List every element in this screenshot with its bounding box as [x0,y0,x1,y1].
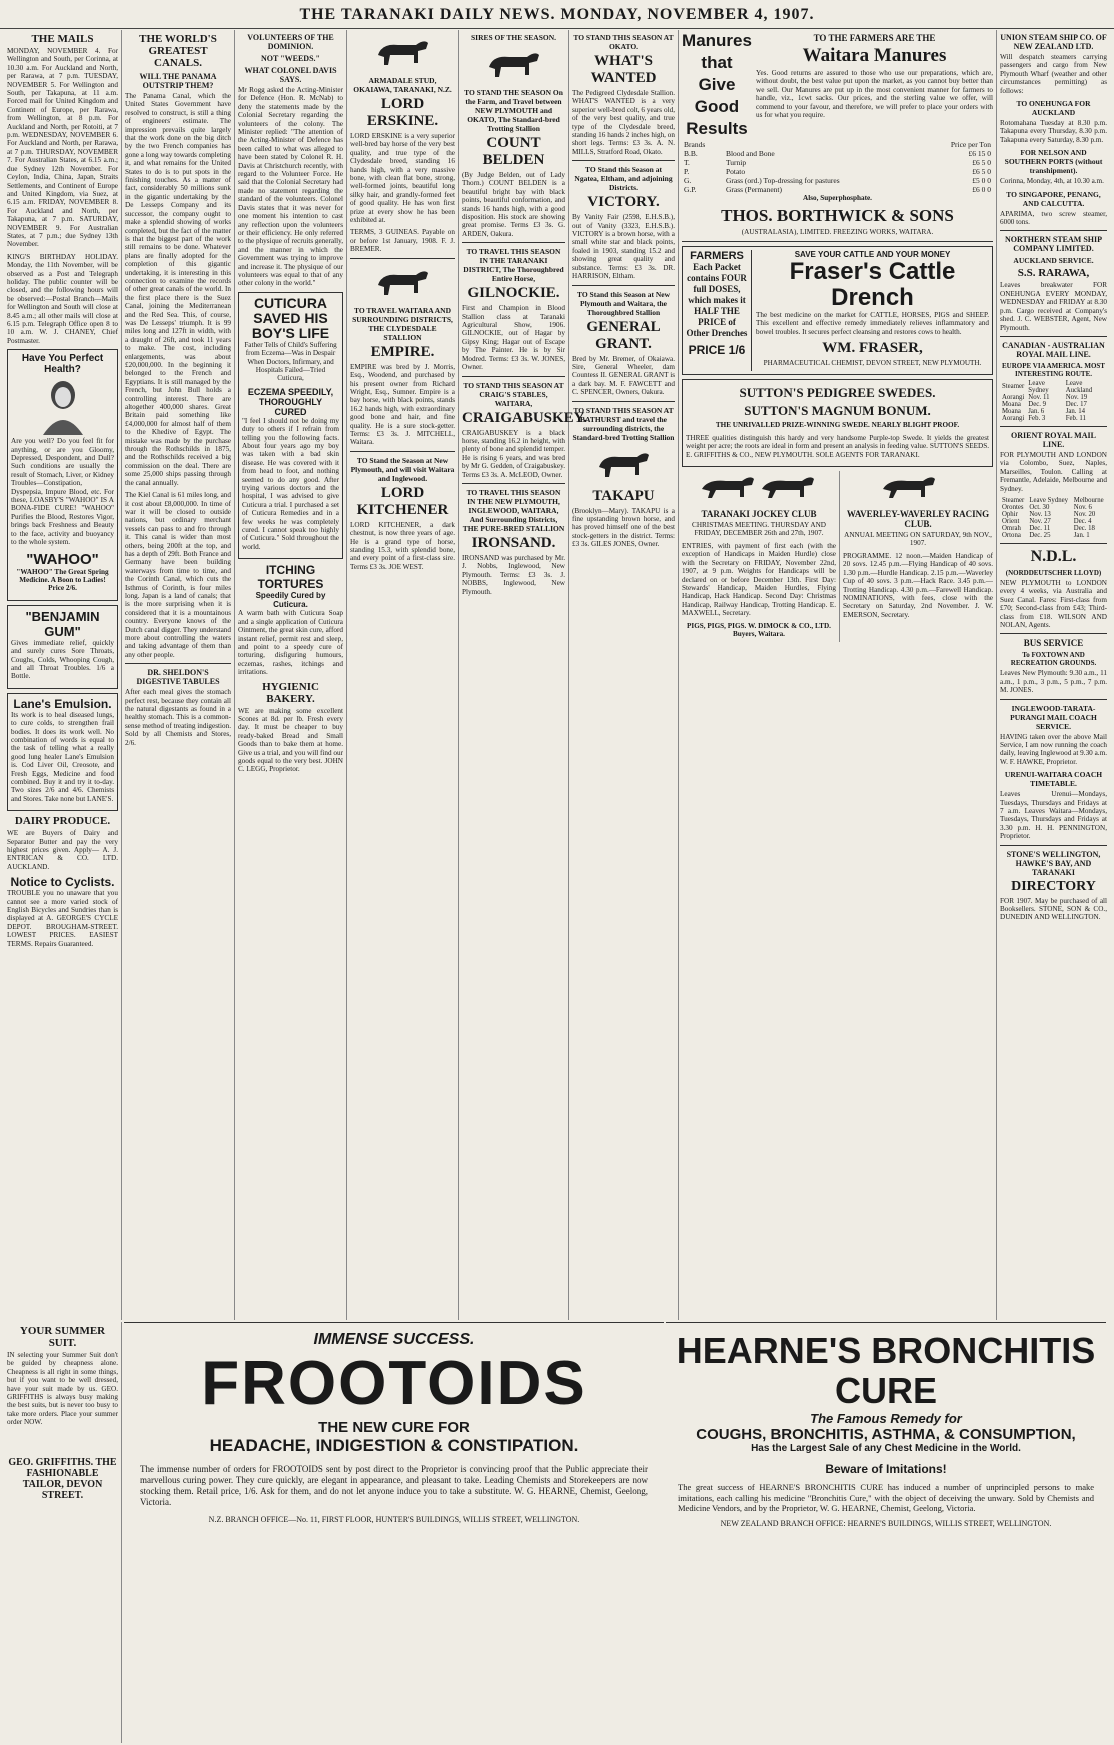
column-3 [235,30,347,1320]
craig-heading: TO STAND THIS SEASON AT CRAIG'S STABLES, WAITARA, [463,380,564,408]
summer-heading: YOUR SUMMER SUIT. [19,1325,106,1349]
waverley-sub: ANNUAL MEETING ON SATURDAY, 9th NOV., 1907. [844,531,992,548]
bronchitis-ad [666,1322,1106,1744]
table-cell: Nov. 20 [1073,510,1096,518]
table-cell: Ortona [1002,531,1021,539]
frootoids-text: The immense number of orders for FROOTOIDS sent by post direct to the Proprietor is convincing proof that the Public appreciate their marvellous curing power. They cure quickly, are elegant in appearance, and pleasant to take. Leading Chemists and Storekeepers are now stocking them. Retail price, 1/6. Ask for them, and do not let anyone induce you to take a substitute. W. G. HEARNE, Chemist, Geelong, Victoria. [140,1464,648,1507]
table-cell: Melbourne [1073,496,1104,504]
masthead: THE TARANAKI DAILY NEWS. MONDAY, NOVEMBER 4, 1907. [0,6,1114,29]
fraser-name: WM. FRASER, [822,340,923,357]
table-row [1000,380,1107,394]
table-cell: £6 0 0 [972,185,991,194]
bakery-text: WE are making some excellent Scones at 8d. per lb. Fresh every day. It must be cheaper to buy ready-baked Bread and Small Goods than to bake them at home. Give us a trial, and you will find our goods equal to the very best. JOHN C. LEGG, Proprietor. [238,706,343,774]
jockey-heading: TARANAKI JOCKEY CLUB [701,509,817,520]
stones-heading: STONE'S WELLINGTON, HAWKE'S BAY, AND TARANAKI [1006,849,1101,877]
victory-heading: TO Stand this Season at Ngatea, Eltham, and adjoining Districts. [574,165,673,193]
table-cell: £6 5 0 [972,167,991,176]
erskine-terms: TERMS, 3 GUINEAS. Payable on or before 1st January, 1908. F. J. BREMER. [350,228,455,254]
table-cell: Dec. 25 [1029,531,1051,539]
table-cell: G. [684,176,692,185]
borthwick-title: THOS. BORTHWICK & SONS [721,206,954,226]
manures-word: that [701,53,733,72]
frootoids-ad [124,1322,664,1744]
kitchener-text: LORD KITCHENER, a dark chestnut, is now three years of age. He is a grand type of horse, standing 15.3, with splendid bone, and every point of a first-class sire. Terms £3 3s. JOE WEST. [350,520,455,571]
whats-title: WHAT'S WANTED [590,53,657,86]
table-cell: Dec. 17 [1065,400,1087,408]
table-cell: Orontes [1002,503,1024,511]
orient-text: FOR PLYMOUTH AND LONDON via Colombo, Suez, Naples, Marseilles, Toulon. Calling at Fremantle, Adelaide, Melbourne and Sydney. [1000,450,1107,493]
canadian-table [1000,380,1107,422]
table-cell: Nov. 6 [1073,503,1092,511]
griffiths-name: GEO. GRIFFITHS. THE FASHIONABLE TAILOR, DEVON STREET. [8,1456,117,1501]
canals-heading: THE WORLD'S GREATEST CANALS. [139,33,217,69]
canals-text: The Panama Canal, which the United States Government have resolved to construct, is still a thing of engineers' estimate. The impression prevails quite largely that the work done on the big ditch by the two French companies has gone a long way towards completing it, and what remains for the United States to do is to put spots in the finishing touches. As a matter of fact, considerably 50 millions sunk in the gigantic undertaking by the De Lesseps Company and its successor, the company ought to make a splendid showing of works completed, but the fact of the matter is that the biggest part of the work still remains to be done. Whatever plans are finally adopted for the completion of this gigantic undertaking, it is interesting in this connection to examine the records of other great canals of the world. In the first place there is the Suez Canal, joining the Mediterranean and the Red Sea. This, of course, was De Lesseps' triumph. It is 99 miles long and 127ft in width, with a draught of 26ft, and took 11 years to make. The cost, including enlargements, was about £20,000,000. In the beginning it belonged to the French and Egyptians. It is still managed by the French, but John Bull holds a controlling interest. There are altogether 400,000 shares. Great Britain paid something like £4,000,000 for almost half of them to the Khedive of Egypt. The mistake was made by the purchase through the Rothschilds in 1875, and the Rothschilds received a big commission on the deal. There are some 25,000 ships passing through the canal annually. [125,92,231,487]
table-row [1000,518,1107,525]
manures-ad [682,30,993,140]
divider [1000,845,1107,846]
table-row [1000,525,1107,532]
victory-text: By Vanity Fair (2598, E.H.S.B.), out of Vanity (3323, E.H.S.B.). VICTORY is a brown horse, with a small white star and black points, foaled in 1903, standing 15.2 and showing great quality and substance. Terms: £3 3s. DR. HARRISON, Eltham. [572,213,675,281]
divider [572,401,675,402]
suttons-text: THREE qualities distinguish this hardy and very handsome Purple-top Swede. It yields the greatest weight per acre; the roots are ideal in form and present an analysis in feeding value. SUTTON'S SEEDS. E. GRIFFITHS & CO., NEW PLYMOUTH. SOLE AGENTS FOR TARANAKI. [686,433,989,459]
onehunga-text: Rotomahana Tuesday at 8.30 p.m. Takapuna every Thursday, 8.30 p.m. Takapuna every Saturday, 8.30 p.m. [1000,119,1107,144]
stones-text: FOR 1907. May be purchased of all Booksellers. STONE, SON & CO., DUNEDIN AND WELLINGTON. [1000,896,1107,922]
grant-title: GENERAL GRANT. [586,318,661,352]
table-cell: G.P. [684,185,697,194]
divider [572,285,675,286]
jockey-sub: CHRISTMAS MEETING. THURSDAY AND FRIDAY, DECEMBER 26th and 27th, 1907. [692,521,826,538]
table-cell: Leave Auckland [1065,379,1093,394]
table-row [682,158,993,167]
manures-word: Results [686,119,748,138]
column-4 [347,30,459,1320]
divider [1000,336,1107,337]
suttons-ad [682,379,993,467]
rarawa-text: Leaves breakwater FOR ONEHUNGA EVERY MONDAY, WEDNESDAY and FRIDAY at 8.30 p.m. Cargo received at Company's shed. J. C. WEBSTER, Agent, New Plymouth. [1000,281,1107,332]
coach-text: Leaves Urenui—Mondays, Tuesdays, Thursdays and Fridays at 7 a.m. Leaves Waitara—Mondays, Tuesdays, Thursdays and Fridays at 3.30 p.m. H. H. PENNINGTON, Proprietor. [1000,790,1107,841]
cuticura-sub: Father Tells of Child's Suffering from Eczema—Was in Despair When Doctors, Infirmary, and Hospitals Failed—Tried Cuticura, [244,340,337,383]
rarawa-title: S.S. RARAWA, [1017,267,1090,280]
belden-title: COUNT BELDEN [482,135,545,168]
bronchitis-subtitle: The Famous Remedy for [810,1411,962,1426]
canadian-heading: CANADIAN - AUSTRALIAN ROYAL MAIL LINE. [1002,340,1105,359]
takapu-heading: TO STAND THIS SEASON AT BATHURST and travel the surrounding districts, the Standard-bred Trotting Stallion [572,405,675,442]
bronchitis-subtitle2: COUGHS, BRONCHITIS, ASTHMA, & CONSUMPTION, [696,1426,1076,1443]
ironsand-heading: TO TRAVEL THIS SEASON IN THE NEW PLYMOUTH, INGLEWOOD, WAITARA, And Surrounding Districts, THE PURE-BRED STALLION [462,487,565,533]
horse-illustration [368,263,438,303]
divider [572,160,675,161]
itching-text: A warm bath with Cuticura Soap and a single application of Cuticura Ointment, the great skin cure, afford instant relief, permit rest and sleep, and point to a speedy cure of torturing, disfiguring humours, eczemas, rashes, itchings and irritations. [238,609,343,677]
frasers-farmers: FARMERS [690,249,744,262]
bronchitis-office: NEW ZEALAND BRANCH OFFICE: HEARNE'S BUILDINGS, WILLIS STREET, WELLINGTON. [720,1518,1052,1528]
bronchitis-title: HEARNE'S BRONCHITIS CURE [676,1330,1096,1411]
wellington-heading: FOR NELSON AND SOUTHERN PORTS (without transhipment). [1004,148,1103,176]
lanes-title: Lane's Emulsion. [13,696,112,711]
table-row [682,185,993,194]
frootoids-subtitle2: HEADACHE, INDIGESTION & CONSTIPATION. [209,1436,579,1455]
table-cell: Nov. 11 [1028,393,1050,401]
cuticura-ad [238,292,343,560]
ironsand-text: IRONSAND was purchased by Mr. J. Nobbs, Inglewood, New Plymouth. Terms: £3 3s. J. NOBBS, Inglewood, New Plymouth. [462,553,565,596]
sires-heading: SIRES OF THE SEASON. [470,33,557,42]
frootoids-subtitle: THE NEW CURE FOR [318,1419,470,1436]
divider [462,242,565,243]
union-text: Will despatch steamers carrying passengers and cargo from New Plymouth Wharf (weather and other circumstances permitting) as follows: [1000,53,1107,95]
table-cell: Leave Sydney [1029,496,1069,504]
stones-title: DIRECTORY [1011,878,1096,894]
lanes-emulsion-ad [7,693,118,811]
divider [462,483,565,484]
singapore-text: APARIMA, two screw steamer, 6000 tons. [1000,209,1107,227]
table-cell: Leave Sydney [1028,379,1049,394]
bakery-title: HYGIENIC BAKERY. [262,680,319,705]
suttons-heading: SUTTON'S PEDIGREE SWEDES. [739,385,936,401]
ndl-title: N.D.L. [1030,547,1077,565]
column-6 [569,30,679,1320]
erskine-title: LORD ERSKINE. [366,96,439,129]
empire-heading: TO TRAVEL WAITARA AND SURROUNDING DISTRICTS, THE CLYDESDALE STALLION [352,305,453,342]
craig-text: CRAIGABUSKEY is a black horse, standing 16.2 in height, with plenty of bone and splendid temper. He is rising 6 years, and was bred by Mr G. Gedden, of Craigabuskey. Terms £3 3s. A. McLEOD, Owner. [462,428,565,479]
volunteers-text: Mr Rogg asked the Acting-Minister for Defence (Hon. R. McNab) to deny the statements made by the Colonial Secretary regarding the volunteers of the colony. The Minister replied: "The attention of the Acting-Minister of Defence has been called to what was alleged to have been stated by Colonel R. H. Davis at Christchurch recently, with regard to the Volunteer Force. He said that the Colonial Secretary had made no statement regarding the standard of the volunteers. Colonel Davis states that it was never for one moment his intention to cast any reflection upon the volunteers or their efficiency. He only referred to the physique of recruits generally, and the manner in which the Government was trying to improve and increase it. The physique of our volunteers was equal to that of any other colony in the world." [238,86,343,288]
table-cell: B.B. [684,149,698,158]
volunteers-sub2: WHAT COLONEL DAVIS SAYS. [244,66,337,84]
inglewood-heading: INGLEWOOD-TARATA-PURANGI MAIL COACH SERVICE. [1010,703,1097,731]
table-header: Brands [684,140,706,149]
belden-text: (By Judge Belden, out of Lady Thorn.) COUNT BELDEN is a beautiful bright bay with black points, beautiful conformation, and stands 16 hands high, with a good disposition. His stock are showing great promise. Terms £3 3s. G. ARDEN, Oakura. [462,171,565,238]
racing-area [682,471,993,642]
racehorse-illustration [682,471,832,501]
itching-sub: Speedily Cured by Cuticura. [255,591,326,610]
divider [1000,426,1107,427]
table-cell: Jan. 14 [1065,407,1086,415]
orient-table [1000,497,1107,539]
table-cell: Jan. 6 [1028,407,1045,415]
table-row [1000,532,1107,539]
table-cell: Aorangi [1002,414,1025,422]
table-cell: T. [684,158,690,167]
volunteers-sub: NOT "WEEDS." [261,54,320,63]
summer-text: IN selecting your Summer Suit don't be guided by cheapness alone. Cheapness is all right in some things, but if you want to be well dressed, have your suit made by us. GEO. GRIFFITHS is always busy making the best suits, but is never too busy to take more orders. Place your summer order NOW. [7,1351,118,1427]
cyclists-title: Notice to Cyclists. [10,875,115,890]
table-cell: Grass (Permanent) [725,185,782,194]
kitchener-heading: TO Stand the Season at New Plymouth, and will visit Waitara and Inglewood. [350,455,455,483]
table-row [682,167,993,176]
inglewood-text: HAVING taken over the above Mail Service, I am now running the coach daily, leaving Inglewood at 9.30 a.m. W. F. HAWKE, Proprietor. [1000,732,1107,766]
column-8 [840,471,993,642]
whats-text: The Pedigreed Clydesdale Stallion. WHAT'S WANTED is a very superior well-bred colt, 6 years old, of the very best quality, and true type of the Clydesdale breed, standing 16 hands 2 inches high, on short legs. Terms: £3 3s. A. N. MILLS, Stratford Road, Okato. [572,89,675,156]
manures-words [682,30,752,140]
table-cell: Nov. 27 [1029,517,1051,525]
divider [350,451,455,452]
frasers-left: Each Packet contains FOUR full DOSES, which makes it HALF THE PRICE of Other Drenches [686,261,748,338]
bus-heading: BUS SERVICE [1023,638,1084,649]
frootoids-office: N.Z. BRANCH OFFICE—No. 11, FIRST FLOOR, HUNTER'S BUILDINGS, WILLIS STREET, WELLINGTON. [208,1515,580,1524]
sheldon-text: After each meal gives the stomach perfect rest, because they contain all the natural digestants as found in a healthy stomach. This is a common-sense method of treating indigestion. Sold by all Chemists and Stores, 2/6. [125,688,231,747]
waverley-text: PROGRAMME. 12 noon.—Maiden Handicap of 20 sovs. 12.45 p.m.—Flying Handicap of 40 sovs. 1.30 p.m.—Hurdle Handicap. 2.15 p.m.—Waverley Cup of 40 sovs. 3 p.m.—Hack Race. 3.45 p.m.—Trotting Handicap. 4.30 p.m.—Farewell Handicap. NOMINATIONS, with fees, close with the Secretary on Saturday, 2nd November. J. W. EMERSON, Secretary. [843,551,993,619]
racehorse-illustration [843,471,993,501]
cyclists-text: TROUBLE you no unaware that you cannot see a more varied stock of English Bicycles and Sundries than is displayed at A. GEORGE'S CYCLE DEPOT. BROUGHAM-STREET. LOWEST PRICES. EASIEST TERMS. Repairs Guaranteed. [7,889,118,948]
table-cell: Oct. 30 [1029,503,1050,511]
table-cell: Ophir [1002,510,1018,518]
kitchener-title: LORD KITCHENER [356,484,449,518]
lanes-text: Its work is to heal diseased lungs, to cure colds, to strengthen frail bodies. It does its work well. No combination of words is equal to the task of telling what a really good lung healer Lane's Emulsion is. Cod Liver Oil, Creosote, and Fresh Eggs, Medicine and food combined. Buy it and try it to-day. Two sizes 2/6 and 4/6. Chemists and Stores. Take none but LANE'S. [11,710,114,803]
takapu-title: TAKAPU [592,487,655,504]
table-header: Price per Ton [950,140,991,149]
divider [1000,699,1107,700]
table-row [1000,415,1107,422]
union-heading: UNION STEAM SHIP CO. OF NEW ZEALAND LTD. [1000,33,1107,51]
frasers-save: SAVE YOUR CATTLE AND YOUR MONEY [794,249,951,259]
table-cell: Aorangi [1002,393,1025,401]
table-row [1000,511,1107,518]
frasers-drench-ad [682,246,993,376]
table-cell: Potato [725,167,746,176]
waverley-heading: WAVERLEY-WAVERLEY RACING CLUB. [846,509,990,530]
benjamin-title: "BENJAMIN GUM" [25,608,100,639]
canals-sub: WILL THE PANAMA OUTSTRIP THEM? [139,72,217,90]
borthwick-sub: (AUSTRALASIA), LIMITED. FREEZING WORKS, WAITARA. [741,228,934,237]
table-cell: Moana [1002,407,1021,415]
dairy-heading: DAIRY PRODUCE. [14,815,111,828]
volunteers-heading: VOLUNTEERS OF THE DOMINION. [247,33,334,51]
table-cell: Blood and Bone [725,149,775,158]
table-cell: Orient [1002,517,1020,525]
table-row [682,149,993,158]
columns [4,30,1110,1743]
waitara-manures-title: Waitara Manures [802,45,947,66]
ndl-sub: (NORDDEUTSCHER LLOYD) [1005,568,1102,577]
divider [125,663,231,664]
onehunga-heading: TO ONEHUNGA FOR AUCKLAND [1016,99,1091,118]
divider [350,258,455,259]
whats-heading: TO STAND THIS SEASON AT OKATO. [573,33,674,51]
table-cell: Dec. 11 [1029,524,1051,532]
brands-table [682,140,993,194]
frasers-text: The best medicine on the market for CATTLE, HORSES, PIGS and SHEEP. This excellent and effective remedy immediately relieves inflammatory and bowel troubles. It secures perfect cleansing and restores cows to health. [756,310,989,336]
divider [1000,633,1107,634]
divider [1000,543,1107,544]
column-2 [122,30,235,1320]
bronchitis-beware: Beware of Imitations! [825,1462,947,1476]
farmers-heading: TO THE FARMERS ARE THE [813,33,936,43]
wahoo-sub: "WAHOO" The Great Spring Medicine. A Boon to Ladies! Price 2/6. [16,567,109,593]
cuticura-sub2: ECZEMA SPEEDILY, THOROUGHLY CURED [247,386,334,417]
armadale-heading: ARMADALE STUD, OKAIAWA, TARANAKI, N.Z. [353,76,452,94]
pigs-notice: PIGS, PIGS, PIGS. W. DIMOCK & CO., LTD. Buyers, Waitara. [687,621,831,638]
table-cell: £6 15 0 [968,149,991,158]
table-cell: Dec. 9 [1028,400,1047,408]
table-cell: Feb. 3 [1028,414,1046,422]
table-header-row [682,140,993,149]
bus-text: Leaves New Plymouth: 9.30 a.m., 11 a.m., 1 p.m., 3 p.m., 5 p.m., 7 p.m. M. JONES. [1000,669,1107,695]
horse-illustration [479,45,549,85]
cuticura-text: "I feel I should not be doing my duty to others if I refrain from telling you the following facts. About four years ago my boy was taken with a bad skin disease. He was covered with it from head to foot, and nothing seemed to do any good. After trying various doctors and the hospital, I was advised to give Cuticura a trial. I purchased a set of Cuticura Remedies and in a few weeks he was completely cured. I cannot speak too highly of Cuticura." Sold throughout the world. [242,416,339,551]
table-cell: Nov. 19 [1065,393,1088,401]
singapore-heading: TO SINGAPORE, PENANG, AND CALCUTTA. [1006,189,1101,208]
frasers-price: PRICE 1/6 [688,342,746,357]
table-cell: Jan. 1 [1073,531,1090,539]
table-row [1000,408,1107,415]
orient-heading: ORIENT ROYAL MAIL LINE. [1011,430,1096,449]
table-row [1000,504,1107,511]
jockey-text: ENTRIES, with payment of first each (with the exception of Handicaps in Maiden Hurdle) close with the Secretary on FRIDAY, November 22nd, 1907, at 9 p.m. Weights for Handicaps will be declared on or before December 13th. First Day: Stewards' Handicap, Maiden Hurdles, Flying Handicap, Hack Handicap. Second Day: Christmas Handicap, Railway Handicap, Trotting Handicap. E. MAXWELL, Secretary. [682,541,836,618]
column-1 [4,30,122,1320]
kiel-text: The Kiel Canal is 61 miles long, and it cost about £8,000,000. In time of war it will be closed to outside nations, but ordinary merchant vessels can pass to and fro through it. This canal is wider than most others, being 200ft at the top, and has a depth of 29ft. Both France and Germany have been building waterways from time to time, and the Corinth Canal, which cuts the Isthmus of Corinth, is four miles long. Japan is a land of canals; that is the more surprising when it is considered that it is a mountainous country. Everyone knows of the Dutch canal digger. They understand more about controlling the waters and taking advantage of them than any other people. [125,491,231,659]
empire-title: EMPIRE. [370,343,435,360]
table-cell: Dec. 4 [1073,517,1092,525]
horse-illustration [368,33,438,73]
gilnockie-text: First and Champion in Blood Stallion class at Taranaki Agricultural Show, 1906. GILNOCKIE, out of Hagar by Gipsy King; Hagar out of Escape by The Painter. He is by Sir Modred. Terms: £3 3s. W. JONES, Owner. [462,304,565,372]
table-cell: Dec. 18 [1073,524,1095,532]
bronchitis-subtitle3: Has the Largest Sale of any Chest Medicine in the World. [751,1443,1021,1454]
benjamin-gum-ad [7,605,118,689]
table-cell: £5 0 0 [972,176,991,185]
manures-text: Yes. Good returns are assured to those who use our preparations, which are, without doubt, the best value put upon the market, as you cannot buy better than we sell. Our Manures are put up in the most convenient manner for farmers to handle, viz., 1cwt sacks. Our prices, and the sterling value we offer, will commend to your favour, and therefore, we will prefer to place your orders with us for what you require. [756,69,993,120]
wahoo-title: "WAHOO" [26,550,99,568]
wahoo-ad [7,349,118,601]
empire-text: EMPIRE was bred by J. Morris, Esq., Woodend, and purchased by his present owner from Richard Wright, Esq., Sumner. Empire is a bay horse, with black points, stands 16.2 hands high, with extraordinary good bone and hair, and fine quality. He is a sure stock-getter. Terms: £3 3s. J. MITCHELL, Waitara. [350,362,455,447]
table-cell: P. [684,167,690,176]
manures-word: Give [698,75,736,94]
bus-sub: To FOXTOWN AND RECREATION GROUNDS. [1010,651,1097,668]
coach-heading: URENUI-WAITARA COACH TIMETABLE. [1004,770,1103,789]
fraser-sub: PHARMACEUTICAL CHEMIST, DEVON STREET, NEW PLYMOUTH. [763,359,982,368]
table-cell: Steamer [1002,496,1025,504]
suttons-sub: THE UNRIVALLED PRIZE-WINNING SWEDE. NEARLY BLIGHT PROOF. [715,421,960,430]
northern-heading: NORTHERN STEAM SHIP COMPANY LIMITED. [1004,235,1103,254]
grant-text: Bred by Mr. Bremer, of Okaiawa. Sire, General Wheeler, dam Countess II. GENERAL GRANT is a dark bay. M. F. FAWCETT and C. SPENCER, Owners, Oakura. [572,354,675,397]
tailor-ad [4,1322,122,1743]
canadian-sub: EUROPE VIA AMERICA. MOST INTERESTING ROUTE. [1002,361,1105,378]
mails-text: MONDAY, NOVEMBER 4. For Wellington and South, per Corinna, at 10.30 a.m. For Auckland and North, per Rarawa, at 7 p.m. TUESDAY, NOVEMBER 5. For Wellington and South, per Takapuna, at 11 a.m. Forced mail for United Kingdom and Continent of Europe, per Rarawa, from Wellington, at 8 p.m. For Auckland and North, per Rotoiti, at 7 p.m. WEDNESDAY, NOVEMBER 6. For Auckland and North, per Rarawa, at 7 p.m. THURSDAY, NOVEMBER 7. For Australian States, at 6.15 a.m.; due Sydney 12th November. For Ceylon, India, China, Japan, Straits Settlements, and Continent of Europe and United Kingdom, via Suez, at 6.15 a.m. FRIDAY, NOVEMBER 8. For Auckland and North, per Takapuna, at 7 p.m. SATURDAY, NOVEMBER 9. For Australian States, at 7 p.m.; due Sydney 13th November. [7,47,118,249]
woman-portrait-illustration [13,377,113,435]
table-row [682,176,993,185]
itching-title: ITCHING TORTURES [257,563,324,592]
table-cell: Omrah [1002,524,1021,532]
takapu-text: (Brooklyn—Mary). TAKAPU is a fine upstanding brown horse, and has proved himself one of the best stock-getters in the district. Terms: £3 3s. GILES JONES, Owner. [572,506,675,549]
table-row [1000,394,1107,401]
mails-heading: THE MAILS [31,33,94,45]
table-cell: Nov. 13 [1029,510,1051,518]
northern-sub: AUCKLAND SERVICE. [1013,256,1094,266]
divider [462,376,565,377]
brands-also: Also, Superphosphate. [803,194,872,202]
wellington-text: Corinna, Monday, 4th, at 10.30 a.m. [1000,177,1104,186]
sheldon-heading: DR. SHELDON'S DIGESTIVE TABULES [136,668,220,687]
table-cell: £6 5 0 [972,158,991,167]
gilnockie-heading: TO TRAVEL THIS SEASON IN THE TARANAKI DISTRICT, The Thoroughbred Entire Horse, [463,247,564,284]
manures-word: Manures [682,31,752,50]
suttons-title: SUTTON'S MAGNUM BONUM. [744,403,931,419]
table-cell: Turnip [725,158,747,167]
column-7 [679,30,997,1320]
health-heading: Have You Perfect Health? [21,353,104,376]
table-row [1000,401,1107,408]
erskine-text: LORD ERSKINE is a very superior well-bred bay horse of the very best quality, and true type of the Clydesdale breed, standing 16 hands high, with a very massive bone, with clean flat bone, strong, well-formed joints, beautiful long silky hair, and grandly-formed feet of good quality. He has won first prize at every show he has been exhibited at. [350,132,455,225]
wahoo-text: Are you well? Do you feel fit for anything, or are you Gloomy, Depressed, Despondent, and Dull? Such conditions are usually the result of Stomach, Liver, or Kidney Troubles—Constipation, Dyspepsia, Impure Blood, etc. For these, LOASBY'S "WAHOO" IS A BONA-FIDE CURE! "WAHOO" Purifies the Blood, Restores Vigor, brings back Freshness and Beauty to the face, activity and buoyancy to the whole system. [11,437,114,547]
frasers-title: Fraser's Cattle Drench [789,257,956,311]
grant-heading: TO Stand this Season at New Plymouth and Waitara, the Thoroughbred Stallion [576,289,670,317]
divider [682,241,993,242]
manures-word: Good [694,97,740,116]
frootoids-immense: IMMENSE SUCCESS. [313,1331,475,1348]
craig-title: CRAIGABUSKEY. [462,409,587,426]
victory-title: VICTORY. [587,194,660,211]
horse-illustration [589,445,659,485]
kings-birthday-notice: KING'S BIRTHDAY HOLIDAY. Monday, the 11th November, will be observed as a Post and Telegraph holiday. The public counter will be closed, and the following hours will be observed:—Postal Branch—Mails for Wellington and South will close at 8.45 a.m.; all other mails will close at 6.15 p.m. Telegraph Office open 8 to 10 a.m. W. J. CHANEY, Chief Postmaster. [7,252,118,345]
table-header [724,140,920,149]
column-5 [459,30,587,1320]
dairy-text: WE are Buyers of Dairy and Separator Butter and pay the very highest prices given. Apply— A. J. ENTRICAN & CO. LTD. AUCKLAND. [7,829,118,871]
frootoids-title: FROOTOIDS [201,1349,587,1418]
table-cell: Steamer [1002,383,1025,391]
cuticura-title: CUTICURA SAVED HIS BOY'S LIFE [251,294,330,341]
divider [1000,230,1107,231]
table-cell: Feb. 11 [1065,414,1086,422]
table-row [1000,497,1107,504]
bronchitis-text: The great success of HEARNE'S BRONCHITIS CURE has induced a number of unprincipled persons to make imitations, each calling his medicine "Bronchitis Cure," with the object of deceiving the unwary. Sold by Chemists and Medicine Vendors, and by the Proprietor, W. G. HEARNE, Chemist, Geelong, Victoria. [678,1482,1094,1513]
table-cell: Grass (ord.) Top-dressing for pastures [725,176,840,185]
gilnockie-title: GILNOCKIE. [467,285,560,302]
benjamin-text: Gives immediate relief, quickly and surely cures Sore Throats, Coughs, Colds, Whooping Cough, and all Throat Troubles. 1/6 a Bottle. [11,638,114,681]
belden-heading: TO STAND THE SEASON On the Farm, and Travel between NEW PLYMOUTH and OKATO, The Standard-bred Trotting Stallion [464,88,563,133]
ironsand-title: IRONSAND. [471,534,556,551]
table-cell: Moana [1002,400,1021,408]
ndl-text: NEW PLYMOUTH to LONDON every 4 weeks, via Australia and Suez Canal. Fares: First-class from £70; Second-class from £43; Third-class from £18. WILSON AND NOLAN, Agents. [1000,578,1107,629]
